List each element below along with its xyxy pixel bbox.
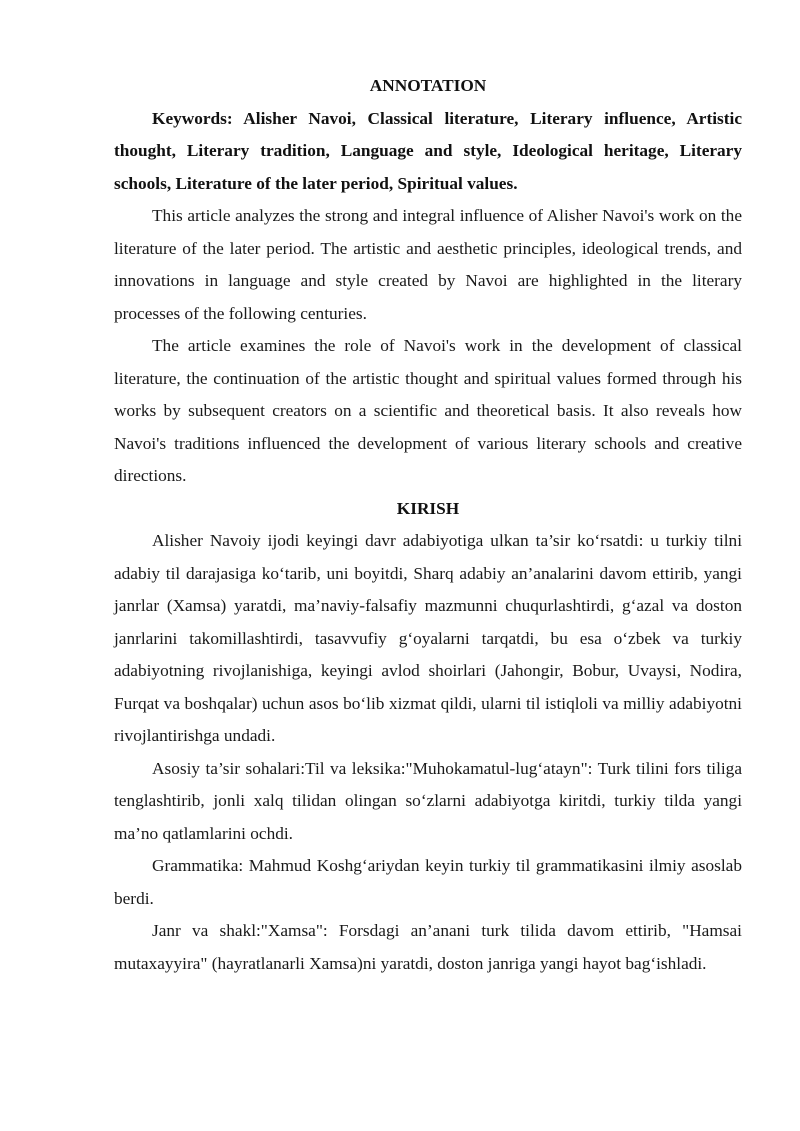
kirish-heading: KIRISH xyxy=(396,498,460,518)
annotation-paragraph-2: The article examines the role of Navoi's work in the development of classical literature, the continuation of the artistic thought and spiritual values formed through his works by subsequent creators on a scientific and theoretical basis. It also reveals how Navoi's traditions influenced the development of various literary schools and creative directions. xyxy=(114,336,742,485)
annotation-heading: ANNOTATION xyxy=(369,76,487,95)
kirish-paragraph-4: Janr va shakl:"Xamsa": Forsdagi an’anani turk tilida davom ettirib, "Hamsai mutaxayyira" (hayratlanarli Xamsa)ni yaratdi, doston janriga yangi hayot bag‘ishladi. xyxy=(114,921,742,973)
kirish-paragraph-2: Asosiy ta’sir sohalari:Til va leksika:"Muhokamatul-lug‘atayn": Turk tilini fors tiliga tenglashtirib, jonli xalq tilidan olingan so‘zlarni adabiyotga kiritdi, turkiy tilda yangi ma’no qatlamlarini ochdi. xyxy=(114,758,742,843)
keywords-paragraph: Keywords: Alisher Navoi, Classical literature, Literary influence, Artistic thought, Literary tradition, Language and style, Ideological heritage, Literary schools, Literature of the later period, Spiritual values. xyxy=(114,108,742,193)
annotation-paragraph-1: This article analyzes the strong and integral influence of Alisher Navoi's work on the literature of the later period. The artistic and aesthetic principles, ideological trends, and innovations in language and style created by Navoi are highlighted in the literary processes of the following centuries. xyxy=(114,206,742,323)
document-page xyxy=(114,70,742,980)
kirish-paragraph-3: Grammatika: Mahmud Koshg‘ariydan keyin turkiy til grammatikasini ilmiy asoslab berdi. xyxy=(114,856,742,908)
kirish-paragraph-1: Alisher Navoiy ijodi keyingi davr adabiyotiga ulkan ta’sir ko‘rsatdi: u turkiy tilni adabiy til darajasiga ko‘tarib, uni boyitdi, Sharq adabiy an’analarini davom ettirib, yangi janrlar (Xamsa) yaratdi, ma’naviy-falsafiy mazmunni chuqurlashtirdi, g‘azal va doston janrlarini takomillashtirdi, tasavvufiy g‘oyalarni tarqatdi, bu esa o‘zbek va turkiy adabiyotning rivojlanishiga, keyingi avlod shoirlari (Jahongir, Bobur, Uvaysi, Nodira, Furqat va boshqalar) uchun asos bo‘lib xizmat qildi, ularni til istiqloli va milliy adabiyotni rivojlantirishga undadi. xyxy=(114,531,742,745)
